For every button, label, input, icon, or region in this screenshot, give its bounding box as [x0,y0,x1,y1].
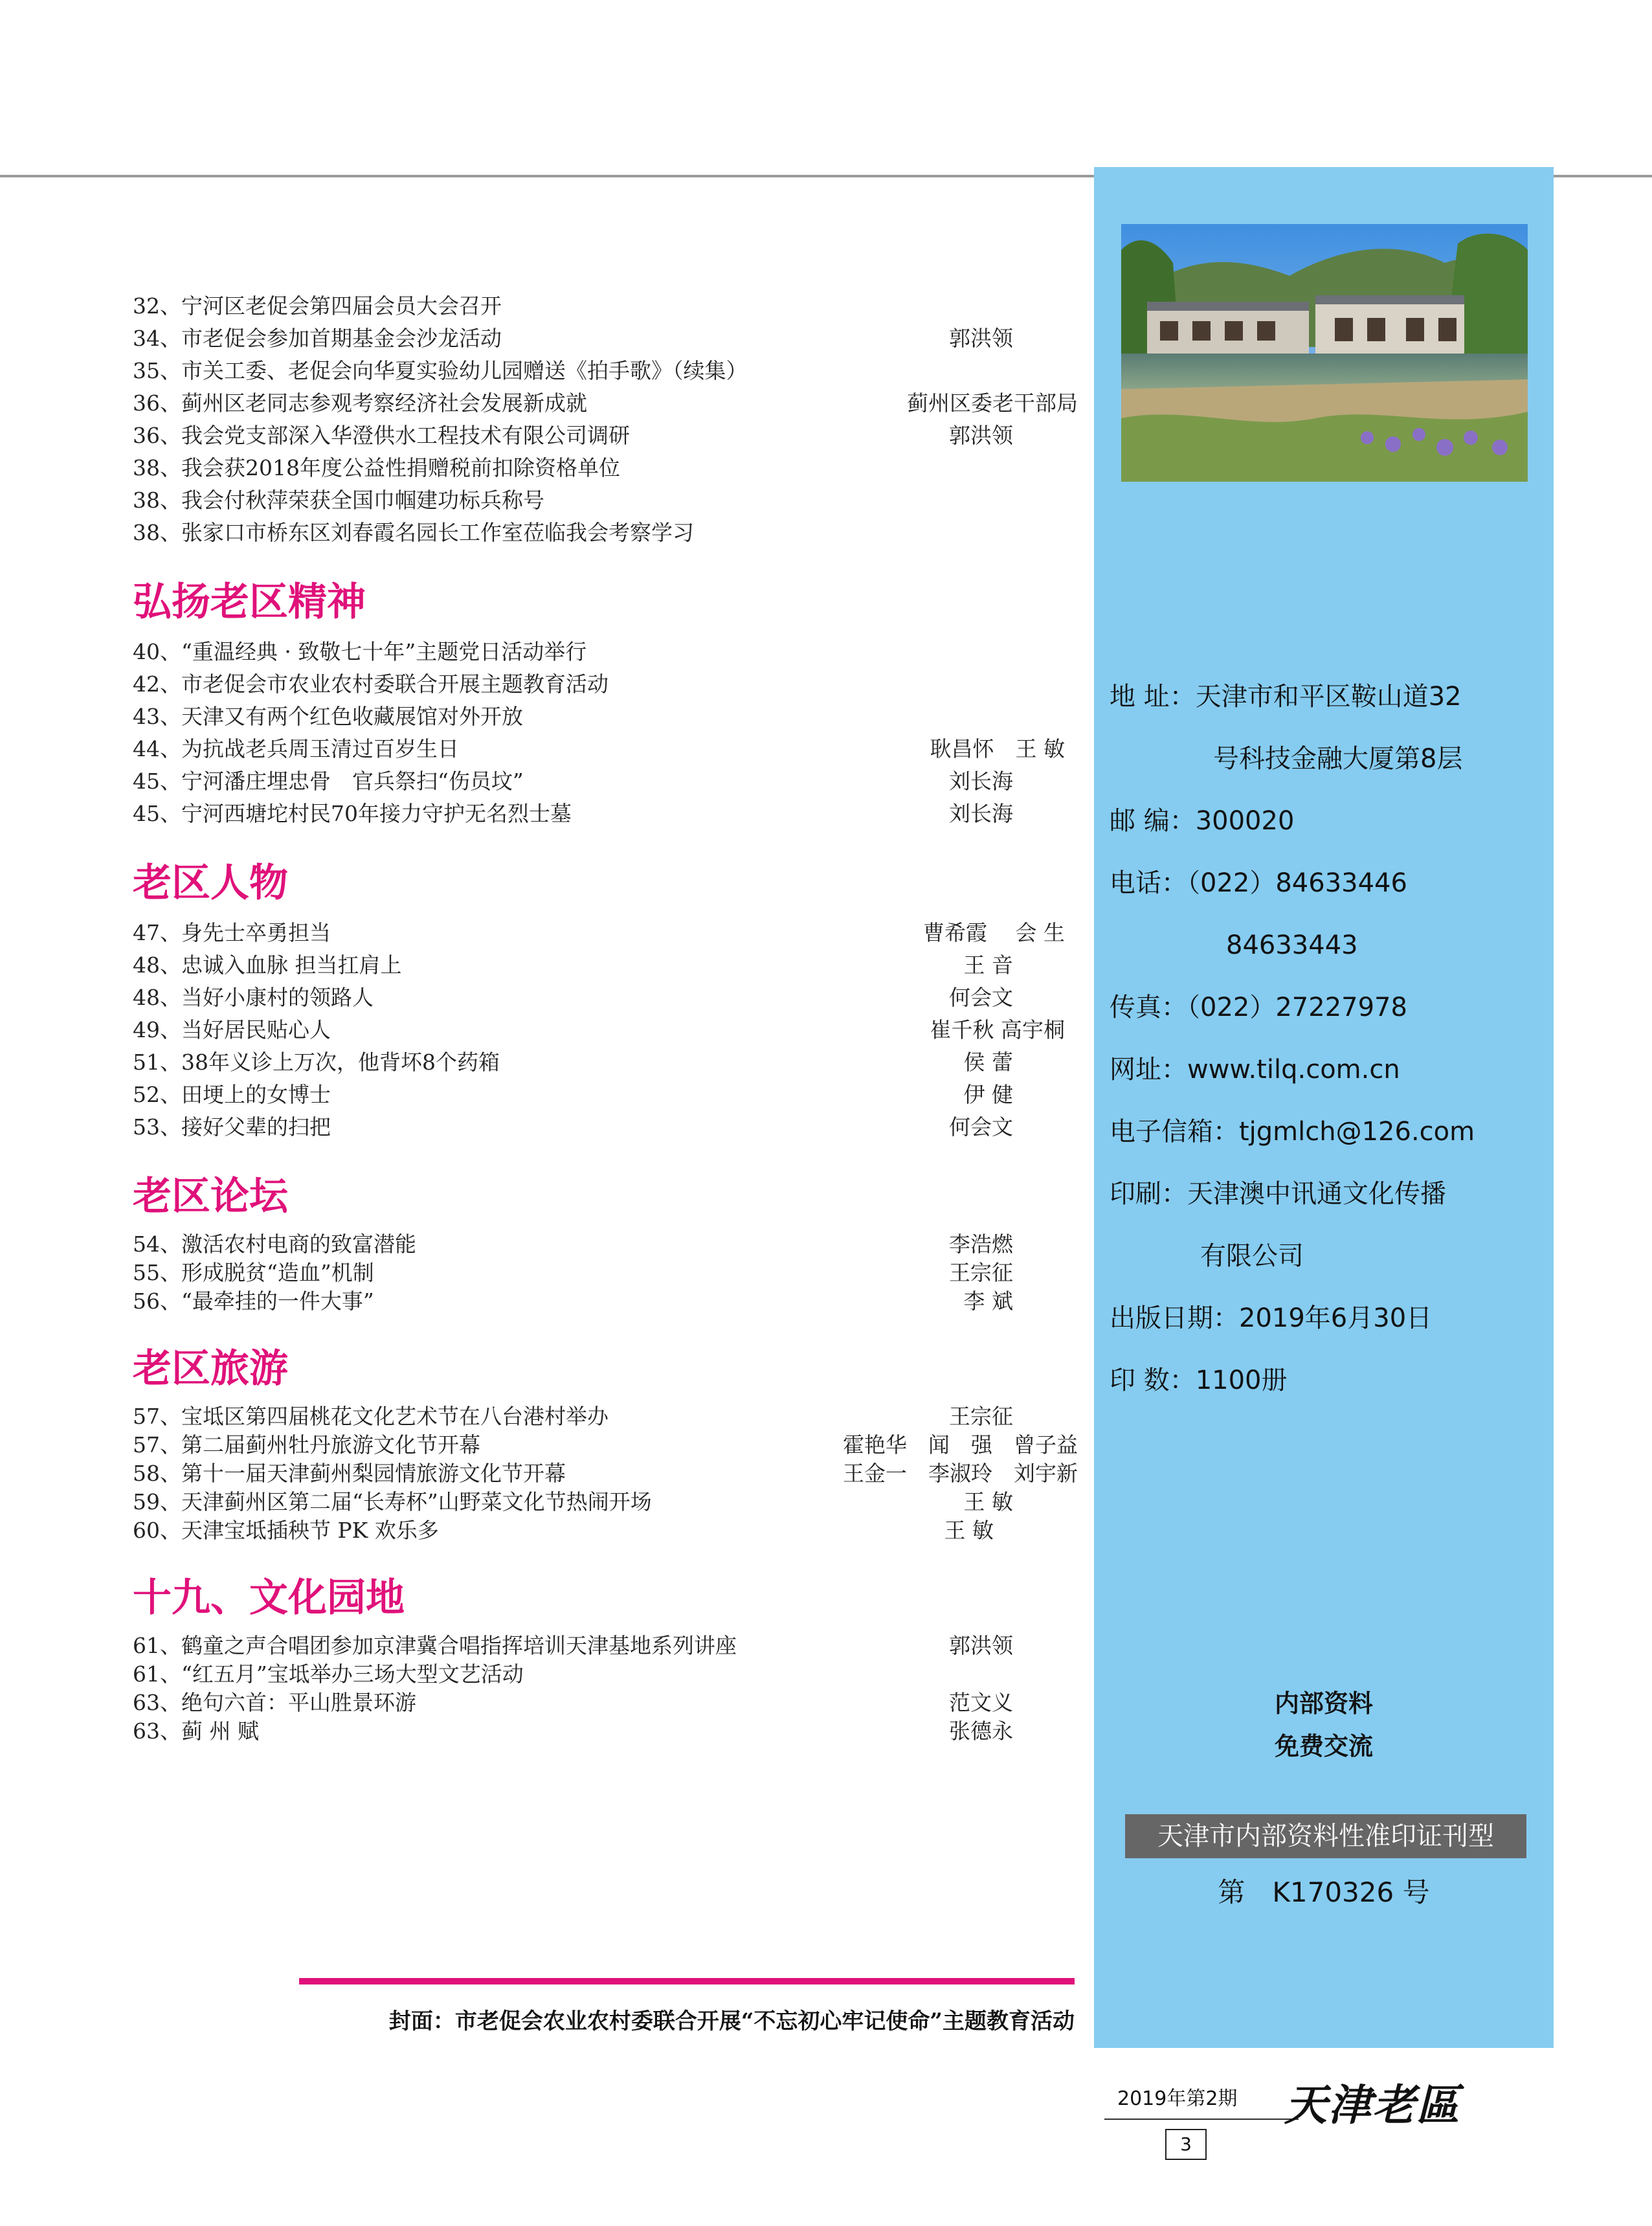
toc-item[interactable] [133,1516,1078,1545]
toc-item-title: 47、身先士卒勇担当 [133,920,331,945]
toc-item[interactable] [133,1632,1078,1660]
toc-item-title: 38、我会获2018年度公益性捐赠税前扣除资格单位 [133,455,620,480]
toc-item-author: 蓟州区委老干部局 [907,390,1078,416]
toc-item-author: 耿昌怀 王 敏 [930,736,1065,761]
toc-item[interactable] [133,1079,1078,1111]
magazine-logo: 天津老區 [1284,2080,1460,2130]
printer-line-2: 有限公司 [1200,1241,1304,1271]
toc-intro-group [133,290,1078,549]
toc-item-title: 60、天津宝坻插秧节 PK 欢乐多 [133,1518,439,1543]
printer-line-1: 印刷：天津澳中讯通文化传播 [1110,1179,1446,1209]
toc-item-title: 42、市老促会市农业农村委联合开展主题教育活动 [133,671,608,697]
toc-item-author: 侯 蕾 [963,1050,1013,1075]
toc-item-author: 王 音 [963,952,1013,978]
toc-item-author: 王 敏 [944,1518,994,1543]
toc-item-title: 45、宁河西塘坨村民70年接力守护无名烈士墓 [133,801,572,826]
toc-item[interactable] [133,765,1078,798]
toc-item-title: 49、当好居民贴心人 [133,1017,331,1042]
permit-number: 第 K170326 号 [1218,1876,1430,1908]
toc-item-author: 何会文 [949,1114,1013,1140]
toc-item[interactable] [133,1402,1078,1431]
toc-item[interactable] [133,322,1078,355]
permit-banner: 天津市内部资料性准印证刊型 [1125,1814,1526,1858]
toc-item-author: 李浩燃 [949,1231,1013,1257]
toc-item[interactable] [133,355,1078,387]
toc-item-author: 张德永 [949,1718,1013,1744]
toc-item-author: 伊 健 [963,1082,1013,1107]
toc-item[interactable] [133,1431,1078,1459]
toc-item[interactable] [133,290,1078,322]
toc-item[interactable] [133,420,1078,452]
toc-item-author: 郭洪领 [949,423,1013,448]
toc-item-title: 58、第十一届天津蓟州梨园情旅游文化节开幕 [133,1461,566,1486]
toc-item-title: 40、“重温经典 · 致敬七十年”主题党日活动举行 [133,639,587,664]
toc-item-title: 36、蓟州区老同志参观考察经济社会发展新成就 [133,390,587,416]
toc-item-author: 曹希霞 会 生 [923,920,1065,945]
page-number: 3 [1165,2129,1207,2160]
footer-divider [1104,2119,1299,2120]
toc-item-author: 王 敏 [963,1489,1013,1514]
toc-item-author: 王金一 李淑玲 刘宇新 [843,1461,1078,1486]
toc-item-title: 59、天津蓟州区第二届“长寿杯”山野菜文化节热闹开场 [133,1489,652,1514]
toc-section-group [133,636,1078,830]
toc-item[interactable] [133,1689,1078,1717]
section-title: 老区人物 [133,860,288,906]
toc-item[interactable] [133,1660,1078,1689]
issue-label: 2019年第2期 [1117,2087,1238,2110]
toc-section-group [133,1402,1078,1545]
publication-date: 出版日期：2019年6月30日 [1110,1303,1433,1333]
section-title: 弘扬老区精神 [133,579,366,625]
toc-item-title: 48、忠诚入血脉 担当扛肩上 [133,952,402,978]
caption-divider [299,1978,1075,1984]
section-title: 老区论坛 [133,1174,288,1219]
address-line-1: 地 址：天津市和平区鞍山道32 [1110,682,1462,712]
toc-item[interactable] [133,517,1078,549]
toc-item-title: 34、市老促会参加首期基金会沙龙活动 [133,326,502,351]
toc-item-author: 范文义 [949,1690,1013,1715]
toc-item-title: 52、田埂上的女博士 [133,1082,331,1107]
toc-item-title: 63、绝句六首：平山胜景环游 [133,1690,416,1715]
cover-landscape-photo [1121,224,1528,482]
cover-caption: 封面：市老促会农业农村委联合开展“不忘初心牢记使命”主题教育活动 [388,2008,1075,2034]
fax: 传真：（022）27227978 [1110,993,1407,1022]
toc-item-title: 44、为抗战老兵周玉清过百岁生日 [133,736,459,761]
toc-item[interactable] [133,636,1078,668]
toc-item[interactable] [133,1014,1078,1046]
toc-item-author: 王宗征 [949,1260,1013,1285]
toc-item-author: 郭洪领 [949,1633,1013,1658]
toc-item-author: 刘长海 [949,801,1013,826]
toc-section-group [133,917,1078,1143]
toc-item[interactable] [133,387,1078,420]
toc-item[interactable] [133,484,1078,517]
toc-item-title: 57、第二届蓟州牡丹旅游文化节开幕 [133,1432,480,1457]
toc-item-title: 63、蓟 州 赋 [133,1718,259,1744]
toc-item[interactable] [133,1111,1078,1143]
toc-item-author: 何会文 [949,985,1013,1010]
table-of-contents [133,290,1078,1746]
phone-line-2: 84633443 [1226,930,1358,960]
toc-item-title: 35、市关工委、老促会向华夏实验幼儿园赠送《拍手歌》（续集） [133,358,748,383]
toc-item-author: 郭洪领 [949,326,1013,351]
toc-item[interactable] [133,1046,1078,1079]
toc-item[interactable] [133,1230,1078,1259]
internal-material-label: 内部资料 [1274,1689,1373,1718]
section-title: 十九、文化园地 [133,1575,405,1621]
toc-item-title: 36、我会党支部深入华澄供水工程技术有限公司调研 [133,423,630,448]
info-panel [1094,167,1554,2048]
toc-section-group [133,1230,1078,1316]
toc-item-author: 李 斌 [963,1288,1013,1314]
website[interactable]: 网址：www.tilq.com.cn [1110,1055,1400,1085]
toc-item[interactable] [133,668,1078,701]
toc-item-title: 61、鹤童之声合唱团参加京津冀合唱指挥培训天津基地系列讲座 [133,1633,737,1658]
phone-line-1: 电话：（022）84633446 [1110,868,1407,898]
toc-item-title: 38、张家口市桥东区刘春霞名园长工作室莅临我会考察学习 [133,520,694,545]
toc-item-title: 32、宁河区老促会第四届会员大会召开 [133,293,502,319]
toc-item[interactable] [133,917,1078,949]
toc-item-author: 刘长海 [949,769,1013,794]
print-count: 印 数：1100册 [1110,1366,1288,1395]
toc-item-author: 王宗征 [949,1404,1013,1429]
publication-info [1110,666,1475,1411]
toc-item-author: 崔千秋 高宇桐 [930,1017,1065,1042]
toc-item-title: 61、“红五月”宝坻举办三场大型文艺活动 [133,1661,524,1687]
toc-item-title: 51、38年义诊上万次，他背坏8个药箱 [133,1050,500,1075]
toc-item-title: 55、形成脱贫“造血”机制 [133,1260,374,1285]
address-line-2: 号科技金融大厦第8层 [1213,744,1463,774]
section-title: 老区旅游 [133,1346,288,1391]
toc-section-group [133,1632,1078,1746]
postcode: 邮 编：300020 [1110,806,1295,836]
toc-item[interactable] [133,452,1078,484]
toc-item-title: 57、宝坻区第四届桃花文化艺术节在八台港村举办 [133,1404,608,1429]
toc-item[interactable] [133,798,1078,830]
toc-item[interactable] [133,949,1078,982]
toc-item[interactable] [133,1488,1078,1516]
free-exchange-label: 免费交流 [1274,1731,1373,1760]
toc-item[interactable] [133,1287,1078,1316]
toc-item-title: 54、激活农村电商的致富潜能 [133,1231,416,1257]
toc-item-title: 43、天津又有两个红色收藏展馆对外开放 [133,704,523,729]
toc-item-title: 56、“最牵挂的一件大事” [133,1288,374,1314]
toc-item[interactable] [133,1717,1078,1746]
toc-item[interactable] [133,1459,1078,1488]
toc-item-title: 53、接好父辈的扫把 [133,1114,331,1140]
toc-item[interactable] [133,733,1078,765]
toc-item[interactable] [133,1259,1078,1287]
toc-item-title: 48、当好小康村的领路人 [133,985,374,1010]
toc-item-title: 45、宁河潘庄埋忠骨 官兵祭扫“伤员坟” [133,769,524,794]
email[interactable]: 电子信箱：tjgmlch@126.com [1110,1117,1475,1147]
toc-item-title: 38、我会付秋萍荣获全国巾帼建功标兵称号 [133,488,544,513]
toc-item-author: 霍艳华 闻 强 曾子益 [843,1432,1078,1457]
toc-item[interactable] [133,982,1078,1014]
toc-item[interactable] [133,701,1078,733]
